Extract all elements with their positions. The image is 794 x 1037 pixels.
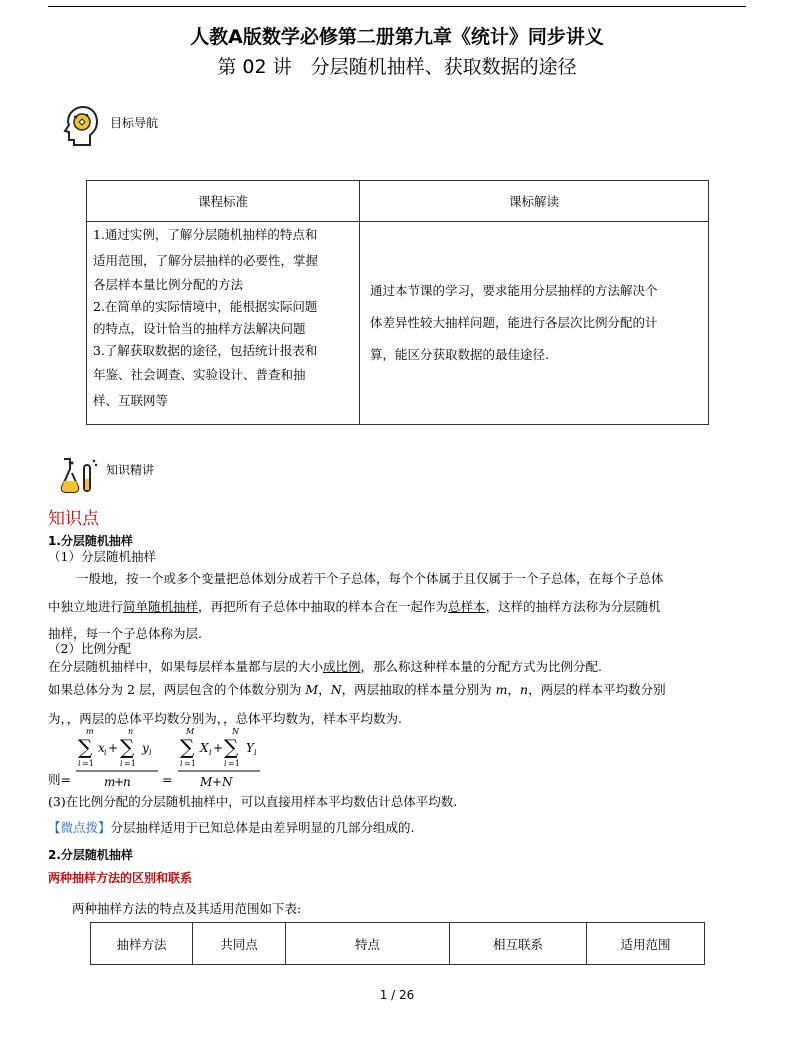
svg-text:∑: ∑: [180, 735, 195, 759]
tip-line: 【微点拨】分层抽样适用于已知总体是由差异明显的几部分组成的.: [48, 820, 415, 835]
svg-text:M: M: [200, 775, 213, 789]
svg-text:N: N: [222, 775, 233, 789]
standard-line: 3.了解获取数据的途径，包括统计报表和: [93, 343, 318, 358]
standard-line: 年鉴、社会调查、实验设计、普查和抽: [93, 367, 306, 382]
svg-text:m: m: [86, 727, 94, 736]
standard-line: 适用范围，了解分层抽样的必要性，掌握: [93, 253, 319, 268]
tip-label: 【微点拨】: [48, 820, 111, 835]
standard-line: 样、互联网等: [93, 393, 169, 408]
svg-text:Y: Y: [246, 741, 254, 755]
svg-text:=1: =1: [124, 759, 136, 768]
compare-header: 适用范围: [587, 923, 705, 965]
svg-text:X: X: [200, 741, 209, 755]
svg-text:n: n: [128, 727, 134, 736]
standards-table: [86, 180, 709, 425]
paragraph-line: 抽样，每一个子总体称为层.: [48, 626, 202, 641]
svg-text:+: +: [212, 775, 223, 789]
svg-text:=1: =1: [184, 759, 196, 768]
document-title: 人教A版数学必修第二册第九章《统计》同步讲义: [190, 26, 604, 48]
paragraph-line: 一般地，按一个或多个变量把总体划分成若干个子总体，每个个体属于且仅属于一个子总体，在每个子总体: [76, 571, 664, 586]
svg-text:i: i: [149, 748, 152, 757]
standard-line: 的特点，设计恰当的抽样方法解决问题: [93, 321, 306, 336]
svg-text:∑: ∑: [224, 735, 239, 759]
compare-header: 相互联系: [450, 923, 587, 965]
standard-line: 2.在简单的实际情境中，能根据实际问题: [93, 299, 318, 314]
paragraph-line: 两种抽样方法的特点及其适用范围如下表:: [72, 901, 302, 916]
table-header-standard: 课程标准: [87, 181, 360, 222]
svg-text:+: +: [108, 741, 119, 755]
interpretation-line: 通过本节课的学习，要求能用分层抽样的方法解决个: [370, 283, 658, 298]
interpretation-line: 算，能区分获取数据的最佳途径.: [370, 347, 549, 362]
subsection-2: （2）比例分配: [48, 641, 131, 656]
standard-line: 各层样本量比例分配的方法: [93, 277, 244, 292]
section2-subheading: 两种抽样方法的区别和联系: [48, 871, 193, 885]
svg-text:M: M: [186, 727, 195, 736]
comparison-table: [90, 922, 705, 965]
knowledge-nav-label: 知识精讲: [106, 463, 155, 477]
svg-text:+: +: [213, 741, 224, 755]
interpretation-cell: [360, 222, 709, 425]
formula-equals: =: [162, 772, 173, 787]
brain-bulb-icon: [60, 104, 102, 148]
svg-text:i: i: [224, 759, 227, 768]
subsection-1: （1）分层随机抽样: [48, 549, 156, 564]
goal-nav-label: 目标导航: [110, 116, 159, 130]
compare-header: 共同点: [193, 923, 286, 965]
underlined-term: 总样本: [448, 599, 486, 614]
underlined-term: 成比例: [323, 659, 361, 674]
page-number: 1 / 26: [379, 988, 415, 1002]
svg-text:∑: ∑: [78, 735, 93, 759]
lab-flask-icon: [58, 455, 100, 495]
interpretation-line: 体差异性较大抽样问题，能进行各层次比例分配的计: [370, 315, 658, 330]
formula-lhs: 则=: [48, 772, 71, 787]
paragraph-line: (3)在比例分配的分层随机抽样中，可以直接用样本平均数估计总体平均数.: [48, 794, 458, 809]
header-rule: [48, 6, 746, 7]
svg-text:x: x: [98, 741, 105, 755]
svg-text:i: i: [104, 748, 107, 757]
section2-title: 2.分层随机抽样: [48, 848, 133, 862]
svg-text:i: i: [120, 759, 123, 768]
paragraph-line: 在分层随机抽样中，如果每层样本量都与层的大小成比例，那么称这种样本量的分配方式为比例分配.: [48, 659, 603, 674]
svg-text:N: N: [232, 727, 239, 736]
compare-header: 抽样方法: [91, 923, 193, 965]
svg-text:m: m: [104, 775, 116, 789]
svg-text:i: i: [180, 759, 183, 768]
section1-title: 1.分层随机抽样: [48, 534, 133, 548]
svg-text:i: i: [254, 748, 257, 757]
svg-text:=1: =1: [82, 759, 94, 768]
paragraph-line: 中独立地进行简单随机抽样，再把所有子总体中抽取的样本合在一起作为总样本，这样的抽样方法称为分层随机: [48, 599, 661, 614]
paragraph-line: 为，，两层的总体平均数分别为，，总体平均数为，样本平均数为.: [48, 711, 402, 726]
table-header-interpretation: 课标解读: [360, 181, 709, 222]
lesson-title: 第 02 讲 分层随机抽样、获取数据的途径: [217, 56, 577, 78]
svg-text:=1: =1: [228, 759, 240, 768]
svg-text:i: i: [209, 748, 212, 757]
svg-text:∑: ∑: [120, 735, 135, 759]
svg-text:i: i: [78, 759, 81, 768]
svg-text:y: y: [142, 741, 149, 755]
section-heading: 知识点: [48, 509, 99, 529]
standards-cell: [87, 222, 360, 425]
compare-header: 特点: [286, 923, 450, 965]
paragraph-line: 如果总体分为 2 层，两层包含的个体数分别为 M，N，两层抽取的样本量分别为 m，n，两层的样本平均数分别: [48, 682, 666, 697]
underlined-term: 简单随机抽样: [123, 599, 199, 614]
svg-text:+: +: [114, 775, 125, 789]
standard-line: 1.通过实例，了解分层随机抽样的特点和: [93, 227, 318, 242]
svg-text:n: n: [123, 775, 131, 789]
